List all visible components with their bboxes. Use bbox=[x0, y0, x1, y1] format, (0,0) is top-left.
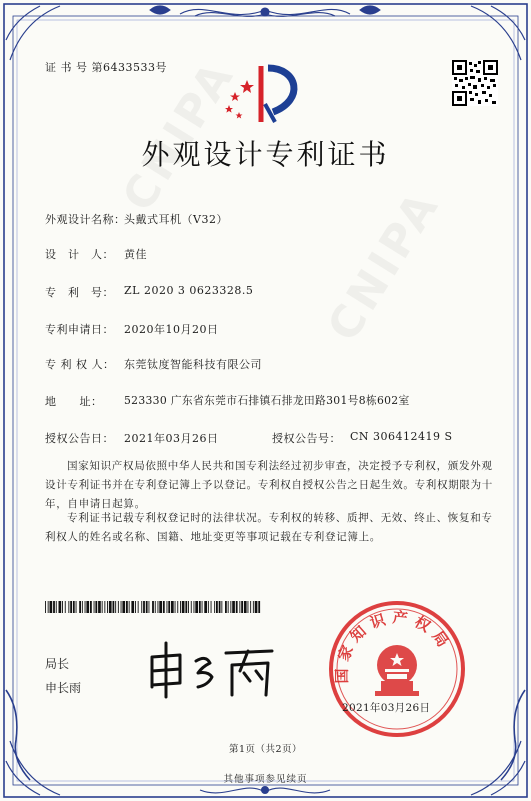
patentee-value: 东莞钛度智能科技有限公司 bbox=[124, 358, 262, 371]
grant-date-label: 授权公告日： bbox=[45, 432, 114, 445]
official-seal-icon bbox=[327, 599, 467, 739]
designer-label: 设 计 人： bbox=[45, 248, 114, 261]
filing-date-value: 2020年10月20日 bbox=[124, 323, 219, 336]
certificate-number: 证 书 号 第6433533号 bbox=[45, 61, 167, 74]
director-name: 申长雨 bbox=[45, 681, 82, 695]
patent-number-label: 专 利 号： bbox=[45, 286, 114, 299]
patent-number-value: ZL 2020 3 0623328.5 bbox=[124, 284, 254, 297]
page-info: 第1页（共2页） bbox=[228, 744, 303, 755]
patentee-label: 专 利 权 人： bbox=[45, 358, 115, 371]
filing-date-label: 专利申请日： bbox=[45, 323, 114, 336]
top-ornament bbox=[150, 6, 380, 16]
bottom-ornament bbox=[200, 787, 330, 794]
barcode-icon bbox=[45, 601, 263, 613]
design-name-value: 头戴式耳机（V32） bbox=[124, 213, 228, 226]
signature-icon bbox=[140, 635, 280, 705]
certificate-title: 外观设计专利证书 bbox=[141, 138, 390, 171]
statement-paragraph-1: 国家知识产权局依照中华人民共和国专利法经过初步审查，决定授予专利权，颁发外观设计专利证书并在专利登记簿上予以登记。专利权自授权公告之日起生效。专利权期限为十年，自申请日起算。 bbox=[45, 460, 493, 510]
grant-date-value: 2021年03月26日 bbox=[124, 432, 219, 445]
qr-code-icon bbox=[452, 60, 498, 106]
address-label: 地 址： bbox=[45, 395, 103, 408]
director-title: 局长 bbox=[45, 657, 70, 671]
seal-date: 2021年03月26日 bbox=[342, 702, 431, 714]
seal-text: 国家知识产权局 bbox=[332, 608, 456, 684]
grant-number-label: 授权公告号： bbox=[272, 432, 341, 445]
design-name-label: 外观设计名称： bbox=[45, 213, 126, 226]
address-value: 523330 广东省东莞市石排镇石排龙田路301号8栋602室 bbox=[124, 394, 410, 407]
designer-value: 黄佳 bbox=[124, 248, 147, 261]
statement-paragraph-2: 专利证书记载专利权登记时的法律状况。专利权的转移、质押、无效、终止、恢复和专利权人的姓名或名称、国籍、地址变更等事项记载在专利登记簿上。 bbox=[45, 512, 493, 543]
footer-note: 其他事项参见续页 bbox=[223, 774, 308, 785]
grant-number-value: CN 306412419 S bbox=[350, 430, 453, 443]
cnipa-logo-icon bbox=[213, 60, 313, 130]
